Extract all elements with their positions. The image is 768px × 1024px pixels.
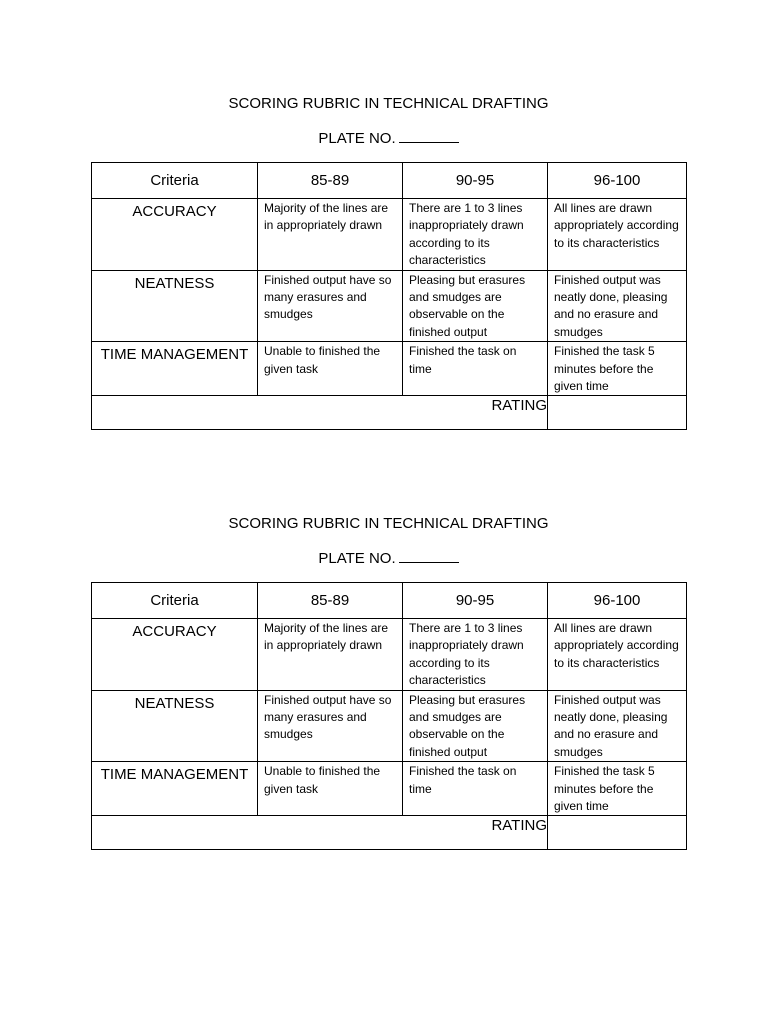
header-row <box>92 163 687 199</box>
descriptor-cell <box>258 619 403 691</box>
criteria-accuracy: ACCURACY <box>132 623 217 640</box>
rating-row <box>92 816 687 850</box>
descriptor-text: Finished the task on time <box>409 344 517 376</box>
descriptor-text: All lines are drawn appropriately according to its characteristics <box>554 621 679 670</box>
table-row <box>92 762 687 816</box>
rubric-2 <box>91 514 686 850</box>
descriptor-cell <box>548 619 687 691</box>
table-row <box>92 199 687 271</box>
descriptor-cell <box>403 762 548 816</box>
descriptor-cell <box>403 342 548 396</box>
header-score-96-100: 96-100 <box>548 583 687 619</box>
descriptor-cell <box>258 690 403 762</box>
plate-label: PLATE NO. <box>318 550 396 567</box>
descriptor-text: Finished output have so many erasures and smudges <box>264 692 392 742</box>
descriptor-text: Pleasing but erasures and smudges are observable on the finished output <box>409 692 526 759</box>
descriptor-text: Unable to finished the given task <box>264 344 381 376</box>
criteria-time-management: TIME MANAGEMENT <box>100 346 249 364</box>
criteria-time-management: TIME MANAGEMENT <box>100 766 249 784</box>
table-row <box>92 342 687 396</box>
descriptor-cell <box>548 690 687 762</box>
descriptor-cell <box>548 762 687 816</box>
descriptor-cell <box>258 762 403 816</box>
table-row <box>92 690 687 762</box>
descriptor-text: Finished the task 5 minutes before the given time <box>554 764 655 814</box>
rubric-table <box>91 582 687 850</box>
criteria-cell <box>92 690 258 762</box>
descriptor-text: Majority of the lines are in appropriately drawn <box>264 621 389 653</box>
descriptor-cell <box>258 199 403 271</box>
header-criteria: Criteria <box>92 583 258 619</box>
criteria-accuracy: ACCURACY <box>132 203 217 220</box>
plate-number-blank <box>399 548 459 563</box>
header-score-90-95: 90-95 <box>403 163 548 199</box>
criteria-cell <box>92 342 258 396</box>
rubric-title: SCORING RUBRIC IN TECHNICAL DRAFTING <box>228 515 549 532</box>
descriptor-text: Finished the task 5 minutes before the given time <box>554 344 655 394</box>
table-row <box>92 619 687 691</box>
plate-label: PLATE NO. <box>318 130 396 147</box>
descriptor-text: Unable to finished the given task <box>264 764 381 796</box>
header-row <box>92 583 687 619</box>
plate-number <box>91 548 686 568</box>
plate-number <box>91 128 686 148</box>
descriptor-cell <box>403 270 548 342</box>
descriptor-cell <box>548 342 687 396</box>
plate-number-blank <box>399 128 459 143</box>
criteria-cell <box>92 270 258 342</box>
header-score-90-95: 90-95 <box>403 583 548 619</box>
descriptor-text: Majority of the lines are in appropriately drawn <box>264 201 389 233</box>
table-row <box>92 270 687 342</box>
rubric-title: SCORING RUBRIC IN TECHNICAL DRAFTING <box>228 95 549 112</box>
rubric-1 <box>91 94 686 430</box>
descriptor-text: All lines are drawn appropriately according to its characteristics <box>554 201 679 250</box>
descriptor-cell <box>403 199 548 271</box>
criteria-cell <box>92 199 258 271</box>
criteria-cell <box>92 619 258 691</box>
rating-label: RATING <box>92 396 548 430</box>
descriptor-text: Pleasing but erasures and smudges are observable on the finished output <box>409 272 526 339</box>
rubric-table <box>91 162 687 430</box>
rating-value-cell <box>548 396 687 430</box>
criteria-neatness: NEATNESS <box>134 274 215 292</box>
descriptor-text: Finished output was neatly done, pleasing and no erasure and smudges <box>554 692 668 759</box>
header-score-96-100: 96-100 <box>548 163 687 199</box>
rating-label: RATING <box>92 816 548 850</box>
criteria-cell <box>92 762 258 816</box>
descriptor-cell <box>548 270 687 342</box>
descriptor-text: Finished output was neatly done, pleasing and no erasure and smudges <box>554 272 668 339</box>
header-criteria: Criteria <box>92 163 258 199</box>
header-score-85-89: 85-89 <box>258 583 403 619</box>
descriptor-text: Finished output have so many erasures and smudges <box>264 272 392 322</box>
descriptor-cell <box>403 690 548 762</box>
descriptor-cell <box>258 270 403 342</box>
rating-value-cell <box>548 816 687 850</box>
descriptor-cell <box>403 619 548 691</box>
descriptor-text: There are 1 to 3 lines inappropriately drawn according to its characteristics <box>409 621 524 688</box>
descriptor-text: There are 1 to 3 lines inappropriately drawn according to its characteristics <box>409 201 524 268</box>
rating-row <box>92 396 687 430</box>
criteria-neatness: NEATNESS <box>134 694 215 712</box>
descriptor-cell <box>258 342 403 396</box>
header-score-85-89: 85-89 <box>258 163 403 199</box>
descriptor-cell <box>548 199 687 271</box>
descriptor-text: Finished the task on time <box>409 764 517 796</box>
